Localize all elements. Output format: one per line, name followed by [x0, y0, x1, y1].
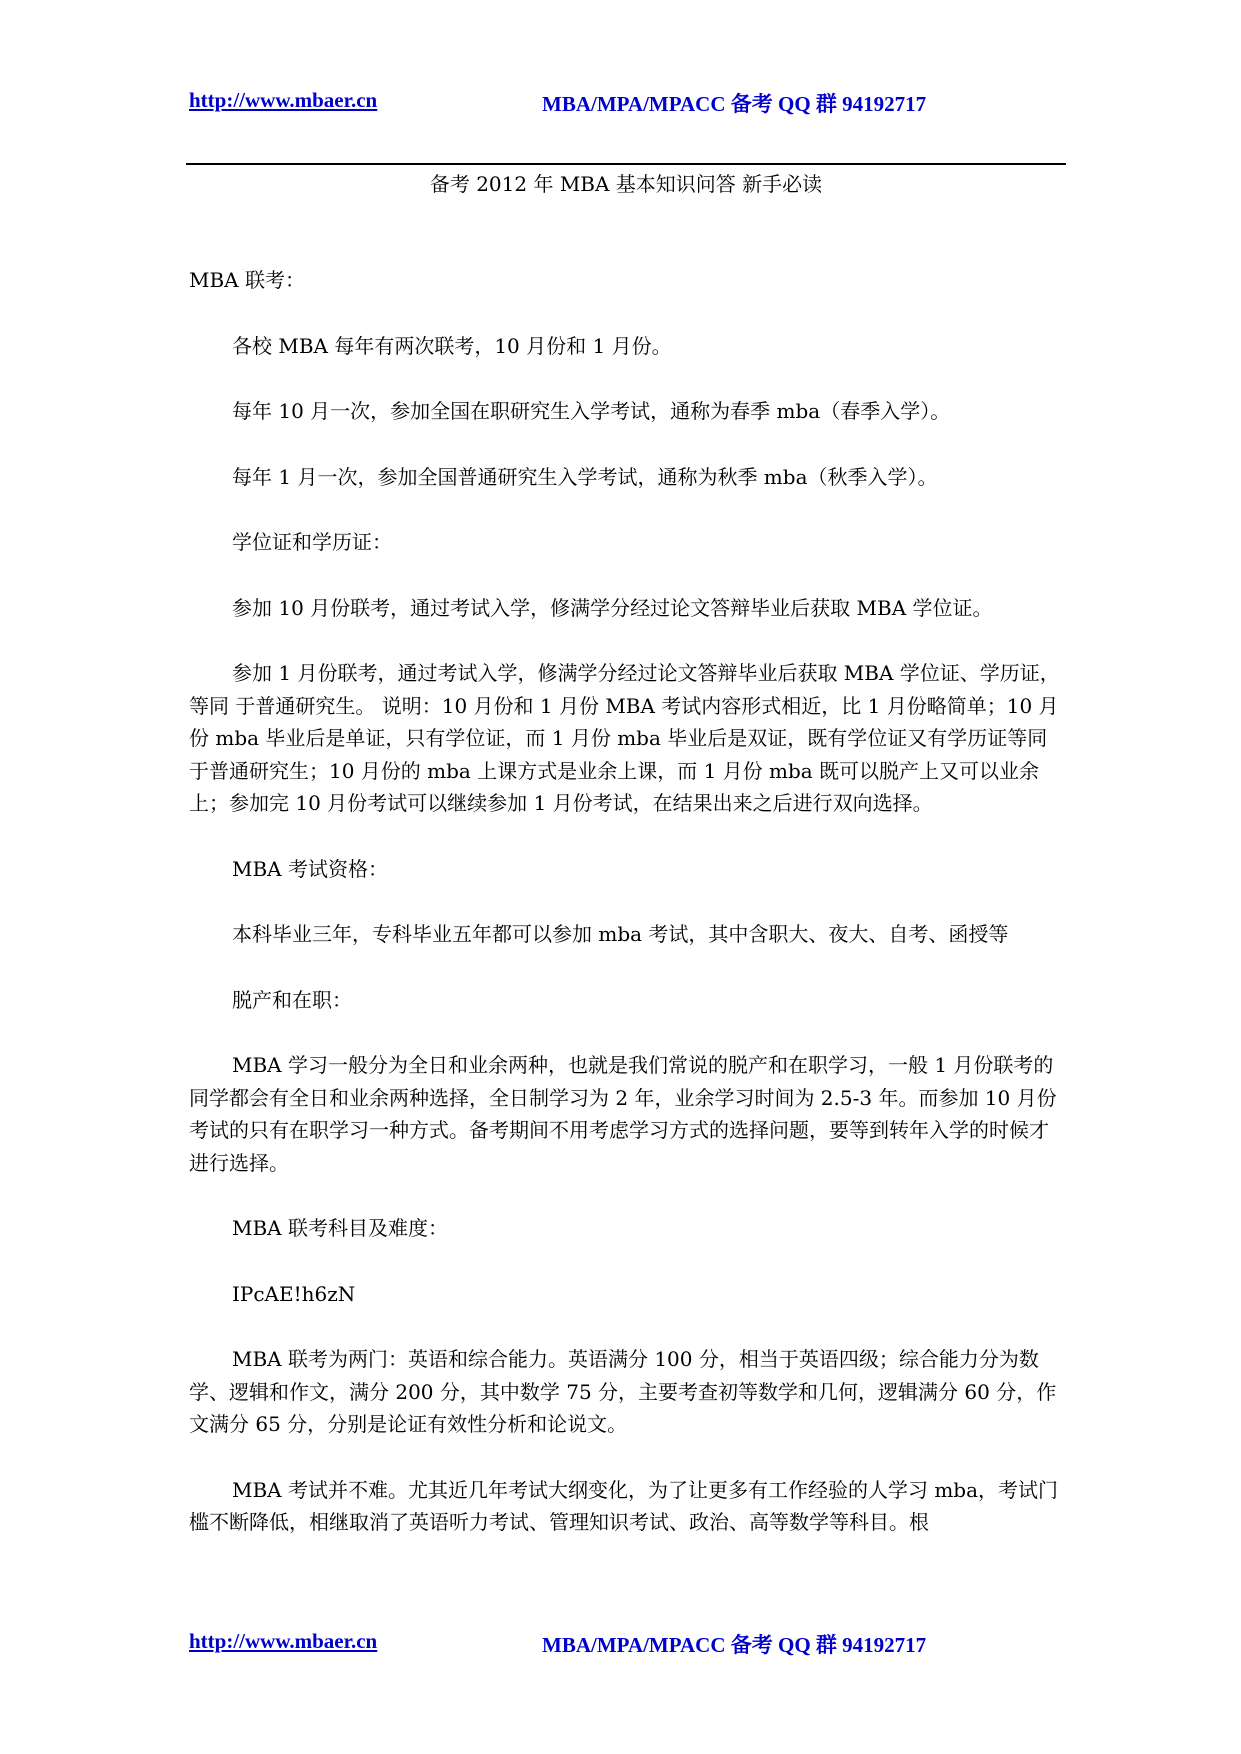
document-body — [189, 264, 1063, 1539]
footer-qq-group-text: MBA/MPA/MPACC 备考 QQ 群 94192717 — [542, 1633, 927, 1657]
body-paragraph: MBA 联考为两门：英语和综合能力。英语满分 100 分，相当于英语四级；综合能力分为数学、逻辑和作文，满分 200 分，其中数学 75 分，主要考查初等数学和几何，逻辑满分 60 分，作文满分 65 分，分别是论证有效性分析和论说文。 — [189, 1347, 1057, 1436]
footer-website-link[interactable]: http://www.mbaer.cn — [189, 1629, 378, 1653]
section-heading-study-mode: 脱产和在职： — [232, 987, 352, 1012]
document-title: 备考 2012 年 MBA 基本知识问答 新手必读 — [429, 172, 823, 196]
body-paragraph: 每年 10 月一次，参加全国在职研究生入学考试，通称为春季 mba（春季入学）。 — [232, 399, 951, 423]
header-divider — [186, 163, 1066, 165]
body-paragraph: MBA 学习一般分为全日和业余两种，也就是我们常说的脱产和在职学习，一般 1 月份联考的同学都会有全日和业余两种选择，全日制学习为 2 年，业余学习时间为 2.5-3 年。而参加 10 月份考试的只有在职学习一种方式。备考期间不用考虑学习方式的选择问题，要等到转年入学的时候才进行选择。 — [189, 1053, 1057, 1175]
body-paragraph: 本科毕业三年，专科毕业五年都可以参加 mba 考试，其中含职大、夜大、自考、函授等 — [232, 922, 1009, 946]
section-heading-subjects: MBA 联考科目及难度： — [232, 1216, 448, 1240]
section-heading-degree: 学位证和学历证： — [232, 530, 392, 554]
body-paragraph: 参加 1 月份联考，通过考试入学，修满学分经过论文答辩毕业后获取 MBA 学位证、学历证，等同 于普通研究生。 说明：10 月份和 1 月份 MBA 考试内容形式相近，比 1 月份略简单；10 月份 mba 毕业后是单证，只有学位证，而 1 月份 mba 毕业后是双证，既有学位证又有学历证等同于普通研究生；10 月份的 mba 上课方式是业余上课，而 1 月份 mba 既可以脱产上又可以业余上；参加完 10 月份考试可以继续参加 1 月份考试，在结果出来之后进行双向选择。 — [189, 661, 1060, 815]
body-paragraph: MBA 考试并不难。尤其近几年考试大纲变化，为了让更多有工作经验的人学习 mba，考试门槛不断降低，相继取消了英语听力考试、管理知识考试、政治、高等数学等科目。根 — [189, 1477, 1059, 1534]
page-header — [189, 88, 1067, 122]
header-qq-group-text: MBA/MPA/MPACC 备考 QQ 群 94192717 — [542, 92, 927, 116]
body-paragraph-code: IPcAE!h6zN — [232, 1281, 356, 1306]
page-footer — [189, 1629, 1067, 1663]
body-paragraph: 每年 1 月一次，参加全国普通研究生入学考试，通称为秋季 mba（秋季入学）。 — [232, 464, 938, 489]
body-paragraph: 参加 10 月份联考，通过考试入学，修满学分经过论文答辩毕业后获取 MBA 学位证。 — [232, 595, 993, 620]
section-heading-qualification: MBA 考试资格： — [232, 856, 388, 881]
section-heading-mba-exam: MBA 联考： — [189, 268, 305, 292]
body-paragraph: 各校 MBA 每年有两次联考，10 月份和 1 月份。 — [232, 333, 672, 358]
header-website-link[interactable]: http://www.mbaer.cn — [189, 88, 378, 112]
